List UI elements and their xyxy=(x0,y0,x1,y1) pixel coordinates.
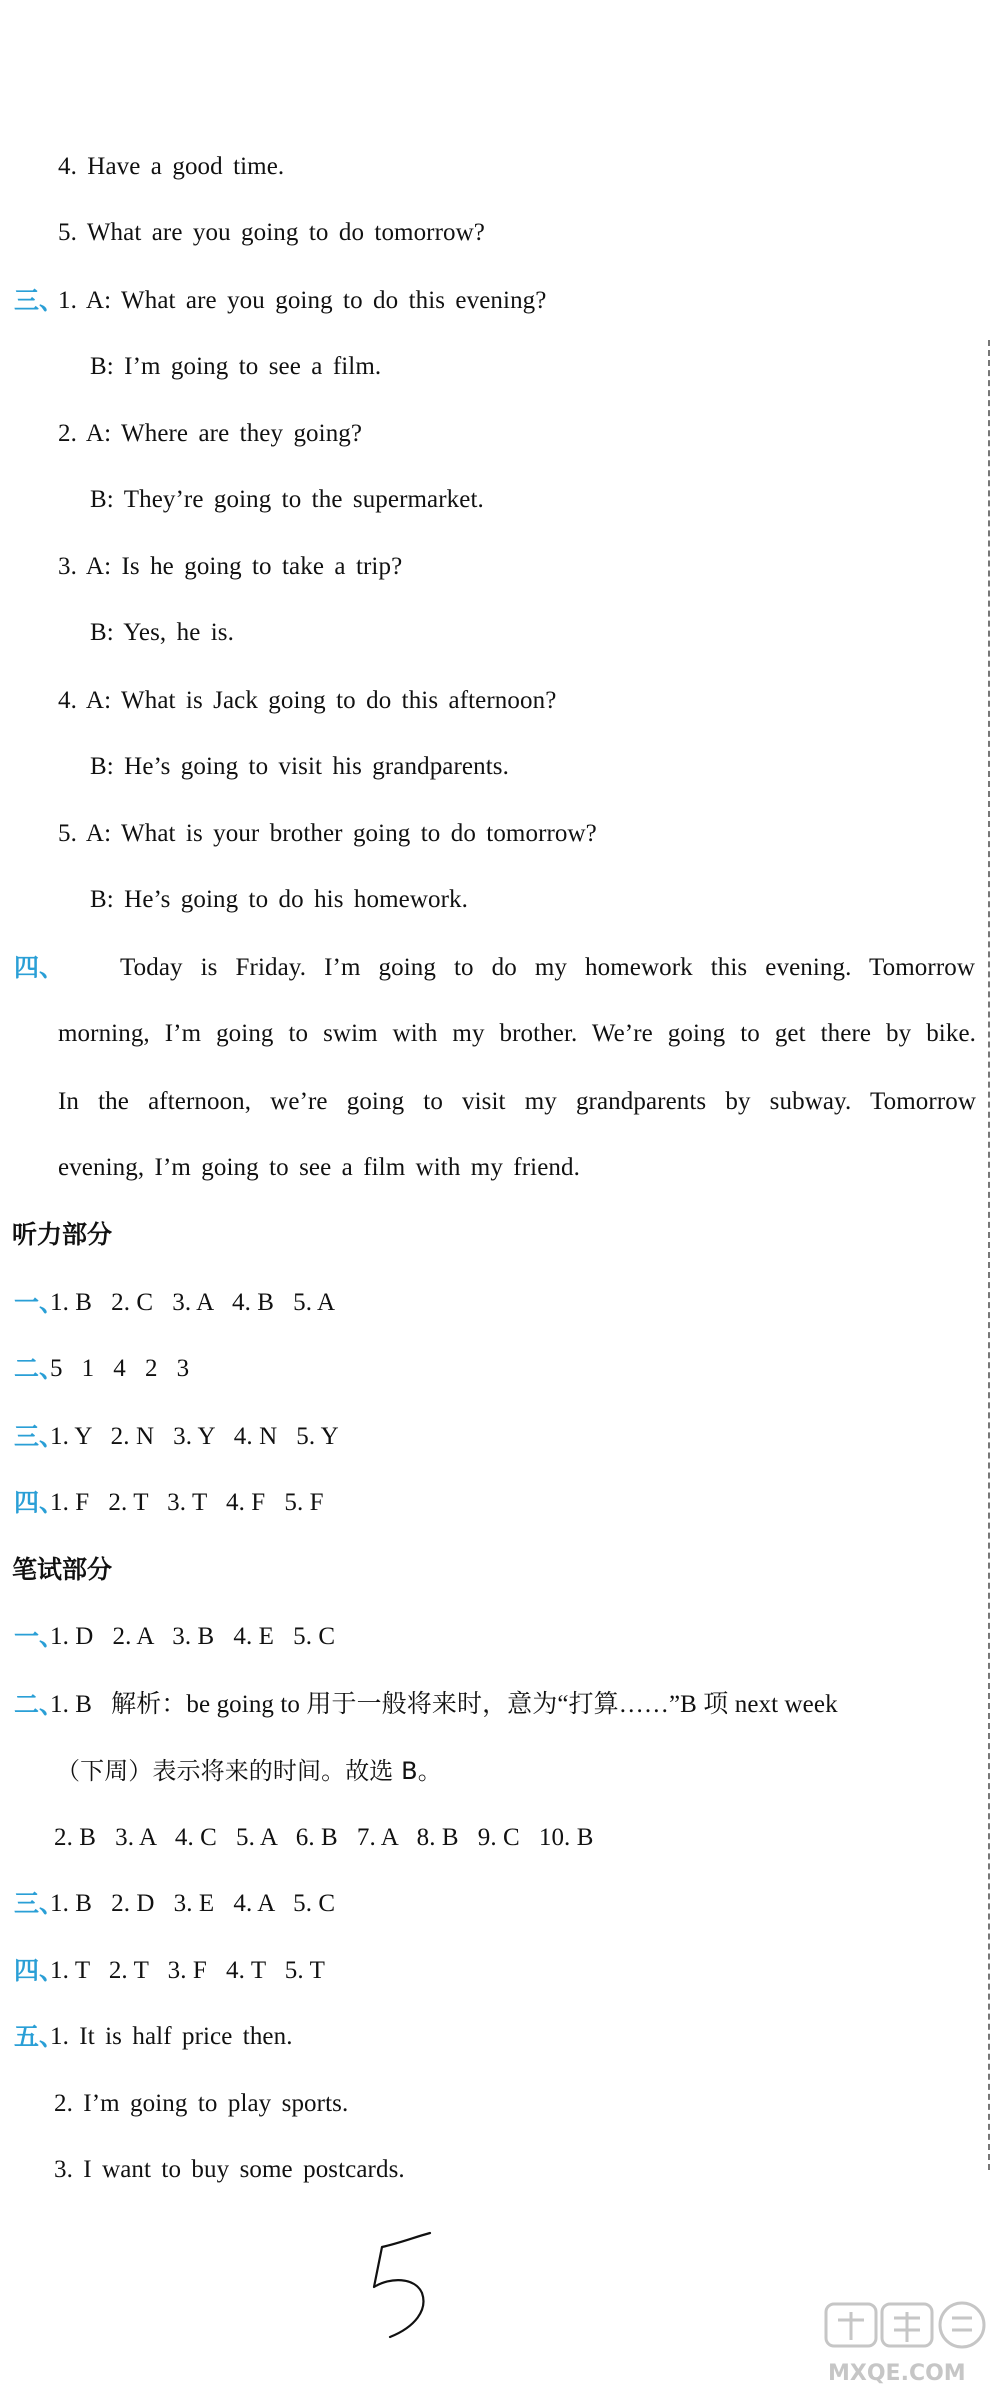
handwritten-page-number-icon xyxy=(360,2215,450,2345)
watermark-logo-icon xyxy=(820,2300,996,2390)
explanation-line: （下周）表示将来的时间。故选 B。 xyxy=(56,1757,442,1785)
dialogue-line: B: He’s going to do his homework. xyxy=(90,886,468,913)
paragraph-line xyxy=(58,1085,976,1119)
dialogue-line: 4. A: What is Jack going to do this afternoon? xyxy=(58,687,557,714)
section-marker: 四、 xyxy=(14,953,65,982)
dialogue-line: B: They’re going to the supermarket. xyxy=(90,486,484,513)
paragraph-line xyxy=(120,951,975,985)
answer-item: 2. I’m going to play sports. xyxy=(54,2090,349,2117)
paragraph-line-text: Today is Friday. I’m going to do my homework this evening. Tomorrow xyxy=(120,954,975,981)
answer-item: 3. I want to buy some postcards. xyxy=(54,2156,405,2183)
answer-row: 1. B 2. C 3. A 4. B 5. A xyxy=(50,1289,336,1316)
paragraph-line: evening, I’m going to see a film with my friend. xyxy=(58,1154,580,1181)
answer-item: 4. Have a good time. xyxy=(58,153,285,180)
dialogue-line: 2. A: Where are they going? xyxy=(58,420,363,447)
answer-row: 1. F 2. T 3. T 4. F 5. F xyxy=(50,1489,324,1516)
dialogue-line: 5. A: What is your brother going to do tomorrow? xyxy=(58,820,597,847)
answer-row: 1. Y 2. N 3. Y 4. N 5. Y xyxy=(50,1423,339,1450)
paragraph-line-text: In the afternoon, we’re going to visit my grandparents by subway. Tomorrow xyxy=(58,1088,976,1115)
section-marker: 三、 xyxy=(14,286,65,315)
answer-row: 1. B 2. D 3. E 4. A 5. C xyxy=(50,1890,336,1917)
section-marker: 三、 xyxy=(14,1889,65,1918)
section-marker: 五、 xyxy=(14,2022,65,2051)
dialogue-line: 1. A: What are you going to do this evening? xyxy=(58,287,547,314)
section-marker: 四、 xyxy=(14,1488,65,1517)
dialogue-line: B: He’s going to visit his grandparents. xyxy=(90,753,509,780)
dialogue-line: 3. A: Is he going to take a trip? xyxy=(58,553,403,580)
section-marker: 一、 xyxy=(14,1622,65,1651)
dialogue-line: B: I’m going to see a film. xyxy=(90,353,382,380)
answer-row: 2. B 3. A 4. C 5. A 6. B 7. A 8. B 9. C 10. B xyxy=(54,1824,594,1851)
cut-line-divider xyxy=(988,340,990,2170)
section-marker: 二、 xyxy=(14,1690,65,1719)
svg-text:MXQE.COM: MXQE.COM xyxy=(828,2361,966,2386)
paragraph-line xyxy=(58,1017,976,1051)
dialogue-line: B: Yes, he is. xyxy=(90,619,234,646)
explanation-line: 1. B 解析：be going to 用于一般将来时，意为“打算……”B 项 next week xyxy=(50,1691,838,1718)
section-heading: 笔试部分 xyxy=(12,1555,113,1584)
section-heading: 听力部分 xyxy=(12,1220,113,1249)
section-marker: 一、 xyxy=(14,1288,65,1317)
answer-item: 5. What are you going to do tomorrow? xyxy=(58,219,485,246)
answer-row: 5 1 4 2 3 xyxy=(50,1355,190,1382)
answer-row: 1. D 2. A 3. B 4. E 5. C xyxy=(50,1623,336,1650)
section-marker: 三、 xyxy=(14,1422,65,1451)
section-marker: 四、 xyxy=(14,1956,65,1985)
answer-item: 1. It is half price then. xyxy=(50,2023,293,2050)
paragraph-line-text: morning, I’m going to swim with my brother. We’re going to get there by bike. xyxy=(58,1020,976,1047)
section-marker: 二、 xyxy=(14,1354,65,1383)
answer-row: 1. T 2. T 3. F 4. T 5. T xyxy=(50,1957,326,1984)
